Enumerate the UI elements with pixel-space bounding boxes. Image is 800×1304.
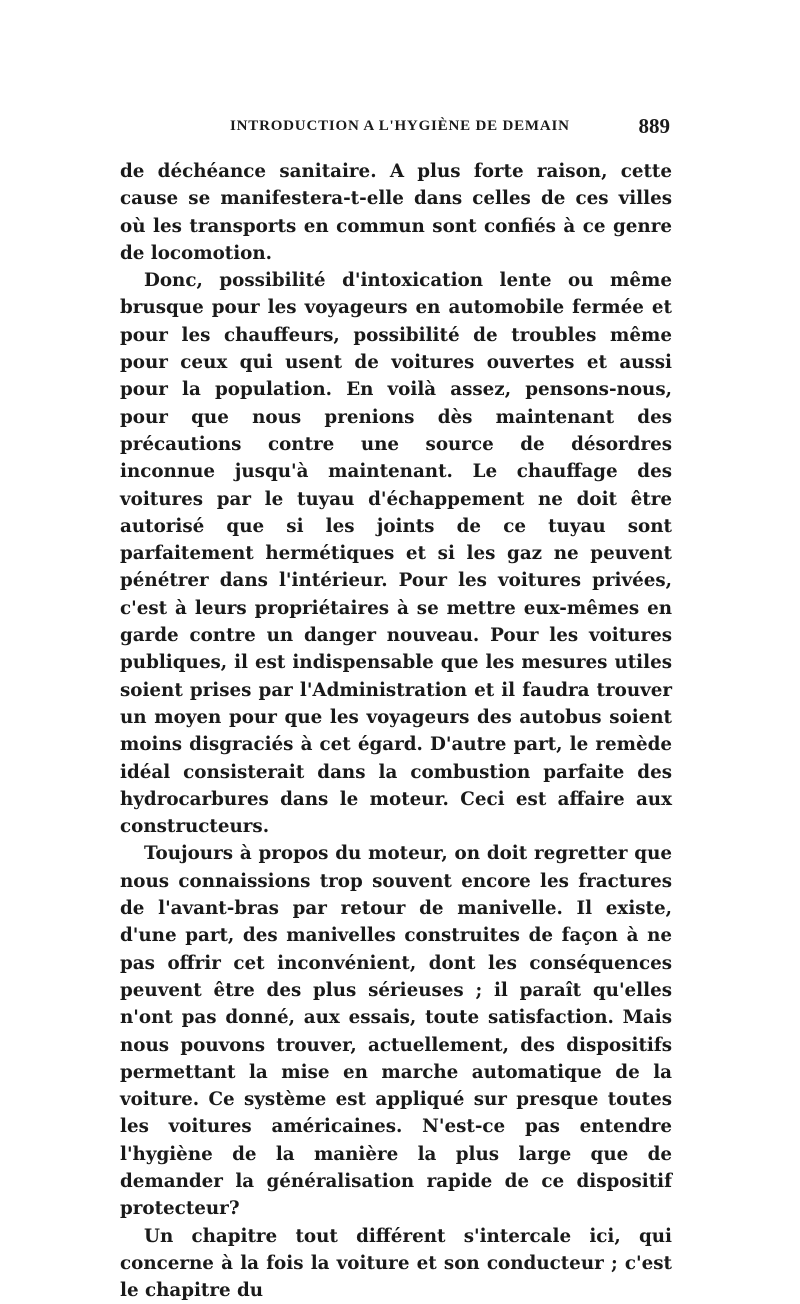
page-number: 889 bbox=[638, 114, 670, 138]
running-head bbox=[120, 112, 672, 144]
paragraph: Donc, possibilité d'intoxication lente ou même brusque pour les voyageurs en automobile fermée et pour les chauffeurs, possibilité de troubles même pour ceux qui usent de voitures ouvertes et aussi pour la population. En voilà assez, pensons-nous, pour que nous prenions dès maintenant des précautions contre une source de désordres inconnue jusqu'à maintenant. Le chauffage des voitures par le tuyau d'échappement ne doit être autorisé que si les joints de ce tuyau sont parfaitement hermétiques et si les gaz ne peuvent pénétrer dans l'intérieur. Pour les voitures privées, c'est à leurs propriétaires à se mettre eux-mêmes en garde contre un danger nouveau. Pour les voitures publiques, il est indispensable que les mesures utiles soient prises par l'Administration et il faudra trouver un moyen pour que les voyageurs des autobus soient moins disgraciés à cet égard. D'autre part, le remède idéal consisterait dans la combustion parfaite des hydrocarbures dans le moteur. Ceci est affaire aux constructeurs. bbox=[120, 270, 672, 838]
paragraph: Toujours à propos du moteur, on doit regretter que nous connaissions trop souvent encore les fractures de l'avant-bras par retour de manivelle. Il existe, d'une part, des manivelles construites de façon à ne pas offrir cet inconvénient, dont les conséquences peuvent être des plus sérieuses ; il paraît qu'elles n'ont pas donné, aux essais, toute satisfaction. Mais nous pouvons trouver, actuellement, des dispositifs permettant la mise en marche automatique de la voiture. Ce système est appliqué sur presque toutes les voitures américaines. N'est-ce pas entendre l'hygiène de la manière la plus large que de demander la généralisation rapide de ce dispositif protecteur? bbox=[120, 843, 672, 1220]
book-page bbox=[120, 112, 672, 1304]
paragraph-continued: de déchéance sanitaire. A plus forte raison, cette cause se manifestera-t-elle dans celles de ces villes où les transports en commun sont confiés à ce genre de locomotion. bbox=[120, 161, 672, 264]
running-title: INTRODUCTION A L'HYGIÈNE DE DEMAIN bbox=[230, 118, 570, 134]
paragraph: Un chapitre tout différent s'intercale ici, qui concerne à la fois la voiture et son conducteur ; c'est le chapitre du bbox=[120, 1225, 672, 1302]
body-text bbox=[120, 158, 672, 1304]
